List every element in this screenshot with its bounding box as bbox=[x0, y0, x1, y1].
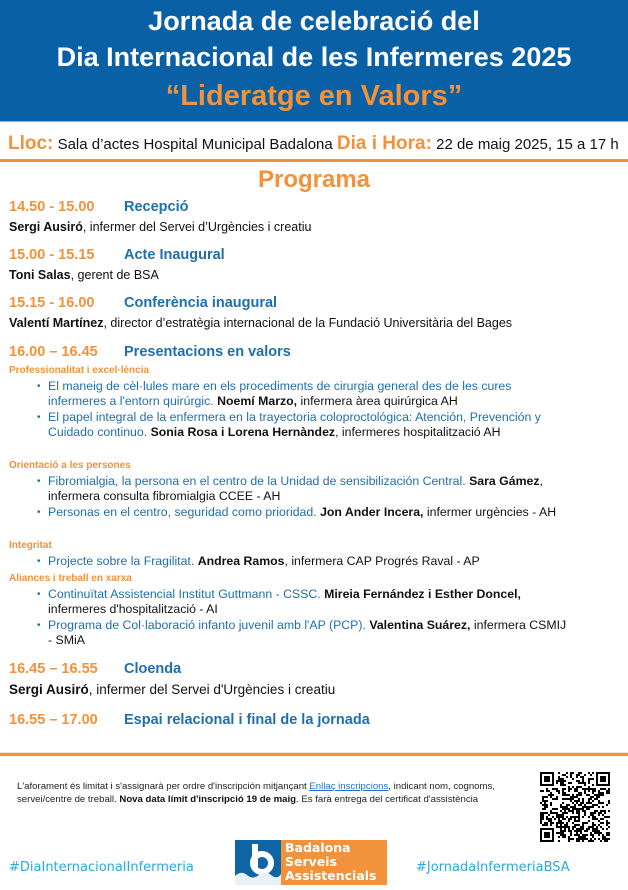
slot-title: Acte Inaugural bbox=[124, 247, 225, 263]
program-title: Programa bbox=[257, 166, 371, 193]
presentation-speakers: Andrea Ramos bbox=[197, 554, 285, 568]
slot-title: Cloenda bbox=[124, 661, 182, 677]
bullet-icon: • bbox=[37, 381, 41, 392]
presentation-item bbox=[37, 410, 568, 441]
registration-link[interactable]: Enllaç inscripcions bbox=[309, 781, 389, 792]
slot-role: , gerent de BSA bbox=[70, 268, 159, 282]
slot-role: , infermer del Servei d’Urgències i creatiu bbox=[82, 220, 312, 234]
presentation-topic: Personas en el centro, seguridad como prioridad. bbox=[48, 505, 317, 519]
presentation-topic: Continuïtat Assistencial Institut Guttmann - CSSC. bbox=[48, 587, 321, 601]
event-info bbox=[8, 133, 628, 156]
note-text: L'aforament és limitat i s'assignarà per ordre d'inscripción mitjançant bbox=[17, 781, 310, 792]
logo-mark bbox=[235, 840, 281, 885]
slot-speaker: Toni Salas bbox=[9, 268, 71, 282]
presentation-topic: Fibromialgia, la persona en el centro de la Unidad de sensibilización Central. bbox=[48, 474, 466, 488]
presentation-item bbox=[37, 587, 568, 618]
slot-title: Conferència inaugural bbox=[124, 295, 278, 311]
presentation-role: infermer urgències - AH bbox=[426, 505, 557, 519]
category-label: Professionalitat i excel·lència bbox=[9, 365, 150, 376]
program-slot bbox=[9, 198, 621, 235]
logo-line: Assistencials bbox=[285, 868, 377, 883]
bullet-icon: • bbox=[37, 556, 41, 567]
presentation-item bbox=[37, 505, 568, 520]
program-slot bbox=[9, 246, 621, 283]
presentation-item bbox=[37, 474, 568, 505]
deadline-text: Nova data límit d'inscripció 19 de maig bbox=[119, 794, 297, 805]
logo-line: Serveis bbox=[285, 854, 337, 869]
bullet-icon: • bbox=[37, 589, 41, 600]
presentation-item bbox=[37, 379, 568, 410]
slot-title: Recepció bbox=[124, 199, 189, 215]
event-title-line2: Dia Internacional de les Infermeres 2025 bbox=[56, 42, 572, 72]
category-label: Integritat bbox=[9, 540, 52, 551]
slot-time: 14.50 - 15.00 bbox=[9, 199, 95, 215]
place-value: Sala d’actes Hospital Municipal Badalona bbox=[57, 136, 333, 153]
slot-speaker: Sergi Ausiró bbox=[9, 682, 89, 697]
slot-role: , director d’estratègia internacional de la Fundació Universitària del Bages bbox=[103, 316, 513, 330]
datetime-label: Dia i Hora: bbox=[336, 133, 432, 154]
presentation-speakers: Sara Gámez bbox=[469, 474, 540, 488]
slot-title: Presentacions en valors bbox=[124, 344, 291, 360]
program-slot bbox=[9, 711, 621, 729]
presentation-role: , infermera consulta fibromialgia CCEE - AH bbox=[48, 474, 543, 504]
hashtag-right: #JornadaInfermeriaBSA bbox=[416, 860, 570, 875]
note-text: . Es farà entrega del certificat d'assistència bbox=[296, 794, 479, 805]
header-banner bbox=[0, 0, 628, 122]
divider-top bbox=[0, 159, 628, 162]
bsa-logo bbox=[235, 840, 387, 885]
presentation-speakers: Valentina Suárez, bbox=[369, 618, 471, 632]
logo-line: Badalona bbox=[285, 840, 351, 855]
slot-title: Espai relacional i final de la jornada bbox=[124, 712, 370, 728]
presentation-item bbox=[37, 618, 568, 649]
presentation-item bbox=[37, 554, 568, 569]
slot-time: 15.15 - 16.00 bbox=[9, 295, 95, 311]
qr-code[interactable] bbox=[540, 772, 610, 842]
category-label: Aliances i treball en xarxa bbox=[9, 573, 132, 584]
qr-code-graphic bbox=[540, 772, 610, 842]
slot-time: 16.55 – 17.00 bbox=[9, 712, 98, 728]
event-title-line1: Jornada de celebració del bbox=[148, 6, 480, 36]
bullet-icon: • bbox=[37, 476, 41, 487]
presentation-speakers: Sonia Rosa i Lorena Hernàndez bbox=[150, 425, 336, 440]
logo-text bbox=[285, 841, 377, 883]
program-slot bbox=[9, 294, 621, 331]
logo-b-icon bbox=[235, 840, 281, 885]
place-label: Lloc: bbox=[8, 133, 54, 154]
presentation-speakers: Noemí Marzo, bbox=[217, 394, 298, 409]
presentation-role: infermera CSMIJ - SMiA bbox=[48, 618, 567, 648]
bullet-icon: • bbox=[37, 412, 41, 423]
note-text: , indicant nom, cognoms, servei/centre de treball. bbox=[17, 781, 495, 805]
bullet-icon: • bbox=[37, 507, 41, 518]
event-subtitle: “Lideratge en Valors” bbox=[165, 80, 463, 112]
hashtag-left: #DiaInternacionalInfermeria bbox=[9, 860, 194, 875]
program-slot bbox=[9, 343, 621, 361]
presentation-role: , infermeres hospitalització AH bbox=[335, 425, 501, 440]
slot-time: 16.45 – 16.55 bbox=[9, 661, 98, 677]
presentation-speakers: Mireia Fernández i Esther Doncel, bbox=[324, 587, 521, 601]
presentation-speakers: Jon Ander Incera, bbox=[320, 505, 424, 519]
presentation-topic: El maneig de cèl·lules mare en els procediments de cirurgia general des de les cures infermeres a l'entorn quirúrgic. bbox=[48, 379, 512, 409]
divider-bottom bbox=[0, 753, 628, 756]
datetime-value: 22 de maig 2025, 15 a 17 h bbox=[436, 136, 619, 153]
program-slot bbox=[9, 660, 621, 699]
slot-speaker: Sergi Ausiró bbox=[9, 220, 83, 234]
registration-note bbox=[17, 780, 497, 806]
slot-time: 16.00 – 16.45 bbox=[9, 344, 98, 360]
presentation-topic: Programa de Col·laboració infanto juvenil amb l'AP (PCP). bbox=[48, 618, 366, 632]
slot-speaker: Valentí Martínez bbox=[9, 316, 104, 330]
slot-time: 15.00 - 15.15 bbox=[9, 247, 95, 263]
bullet-icon: • bbox=[37, 620, 41, 631]
presentation-role: , infermera CAP Progrés Raval - AP bbox=[284, 554, 480, 568]
presentation-role: infermera àrea quirúrgica AH bbox=[300, 394, 458, 409]
slot-role: , infermer del Servei d'Urgències i creatiu bbox=[88, 682, 336, 697]
presentation-topic: Projecte sobre la Fragilitat. bbox=[48, 554, 195, 568]
presentation-topic: El papel integral de la enfermera en la trayectoria coloproctológica: Atención, Prevención y Cuidado continuo. bbox=[48, 410, 541, 440]
presentation-role: infermeres d'hospitalització - AI bbox=[48, 602, 218, 617]
category-label: Orientació a les persones bbox=[9, 460, 131, 471]
